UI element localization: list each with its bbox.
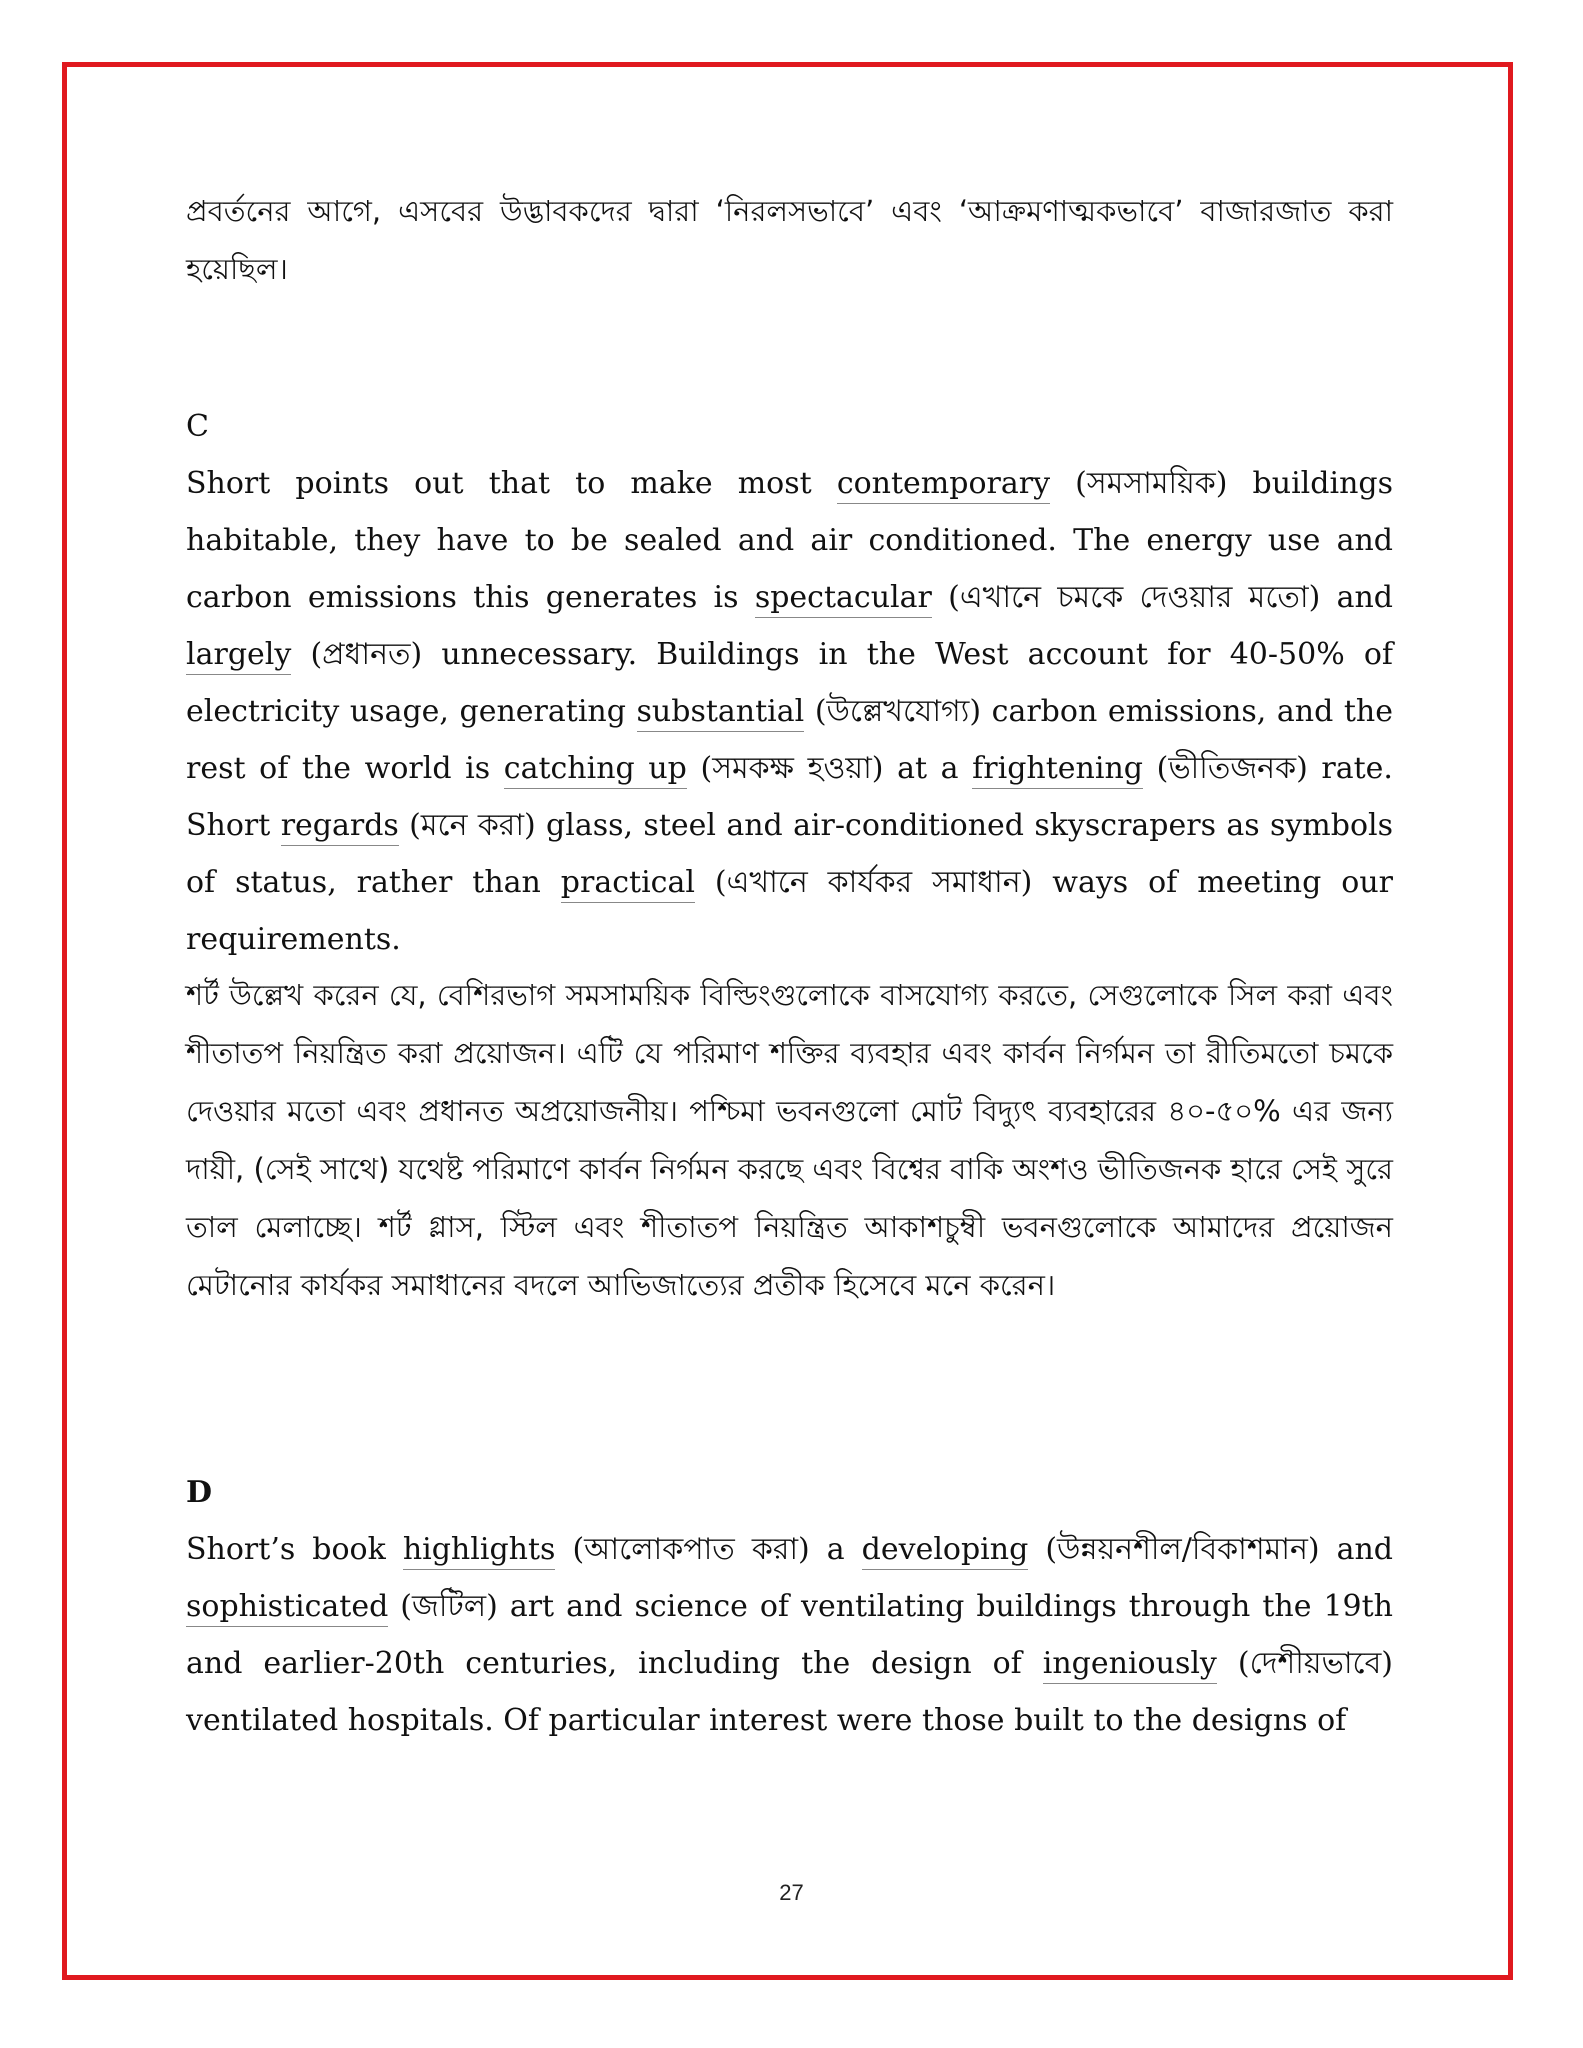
vocab-term: sophisticated: [186, 1589, 388, 1627]
text-run: (জটিল) art and science of ventilating buildings through the 19th and earlier-20th centuries, including the design of: [186, 1589, 1393, 1681]
text-run: (উন্নয়নশীল/বিকাশমান) and: [1028, 1532, 1394, 1567]
text-run: (এখানে চমকে দেওয়ার মতো) and: [931, 580, 1394, 615]
text-run: (আলোকপাত করা) a: [555, 1532, 862, 1567]
vocab-term: substantial: [637, 694, 805, 732]
vocab-term: ingeniously: [1043, 1646, 1217, 1684]
text-run: (এখানে কার্যকর সমাধান) ways of meeting our requirements.: [186, 865, 1393, 957]
vocab-term: practical: [561, 865, 695, 903]
vocab-term: contemporary: [837, 466, 1050, 504]
text-run: (প্রধানত) unnecessary. Buildings in the West account for 40-50% of electricity usage, generating: [186, 637, 1393, 729]
text-run: (মনে করা) glass, steel and air-conditioned skyscrapers as symbols of status, rather than: [186, 808, 1394, 900]
text-run: (সমকক্ষ হওয়া) at a: [686, 751, 973, 786]
vocab-term: highlights: [403, 1532, 556, 1570]
page-number: 27: [779, 1880, 804, 1905]
text-run: (সমসাময়িক) buildings habitable, they have to be sealed and air conditioned. The energy use and carbon emissions this generates is: [186, 466, 1393, 615]
vocab-term: developing: [862, 1532, 1029, 1570]
section-c-english-paragraph: [186, 455, 1393, 968]
vocab-term: spectacular: [755, 580, 932, 618]
text-run: Short’s book: [186, 1532, 403, 1567]
section-d-english-paragraph: [186, 1521, 1393, 1749]
section-d-heading: D: [186, 1475, 213, 1510]
text-run: (ভীতিজনক) rate. Short: [186, 751, 1393, 843]
intro-bengali-paragraph: প্রবর্তনের আগে, এসবের উদ্ভাবকদের দ্বারা ‘নিরলসভাবে’ এবং ‘আক্রমণাত্মকভাবে’ বাজারজাত করা হয়েছিল।: [186, 194, 1393, 286]
vocab-term: frightening: [972, 751, 1143, 789]
text-run: Short points out that to make most: [186, 466, 837, 501]
text-run: (উল্লেখযোগ্য) carbon emissions, and the rest of the world is: [186, 694, 1393, 786]
section-c-bengali-paragraph: শর্ট উল্লেখ করেন যে, বেশিরভাগ সমসাময়িক বিল্ডিংগুলোকে বাসযোগ্য করতে, সেগুলোকে সিল করা এবং শীতাতপ নিয়ন্ত্রিত করা প্রয়োজন। এটি যে পরিমাণ শক্তির ব্যবহার এবং কার্বন নির্গমন তা রীতিমতো চমকে দেওয়ার মতো এবং প্রধানত অপ্রয়োজনীয়। পশ্চিমা ভবনগুলো মোট বিদ্যুৎ ব্যবহারের ৪০-৫০% এর জন্য দায়ী, (সেই সাথে) যথেষ্ট পরিমাণে কার্বন নির্গমন করছে এবং বিশ্বের বাকি অংশও ভীতিজনক হারে সেই সুরে তাল মেলাচ্ছে। শর্ট গ্লাস, স্টিল এবং শীতাতপ নিয়ন্ত্রিত আকাশচুম্বী ভবনগুলোকে আমাদের প্রয়োজন মেটানোর কার্যকর সমাধানের বদলে আভিজাত্যের প্রতীক হিসেবে মনে করেন।: [186, 978, 1393, 1302]
vocab-term: regards: [281, 808, 399, 846]
vocab-term: largely: [186, 637, 291, 675]
text-run: (দেশীয়ভাবে) ventilated hospitals. Of particular interest were those built to the designs of: [186, 1646, 1394, 1738]
vocab-term: catching up: [504, 751, 687, 789]
section-c-heading: C: [186, 409, 209, 444]
